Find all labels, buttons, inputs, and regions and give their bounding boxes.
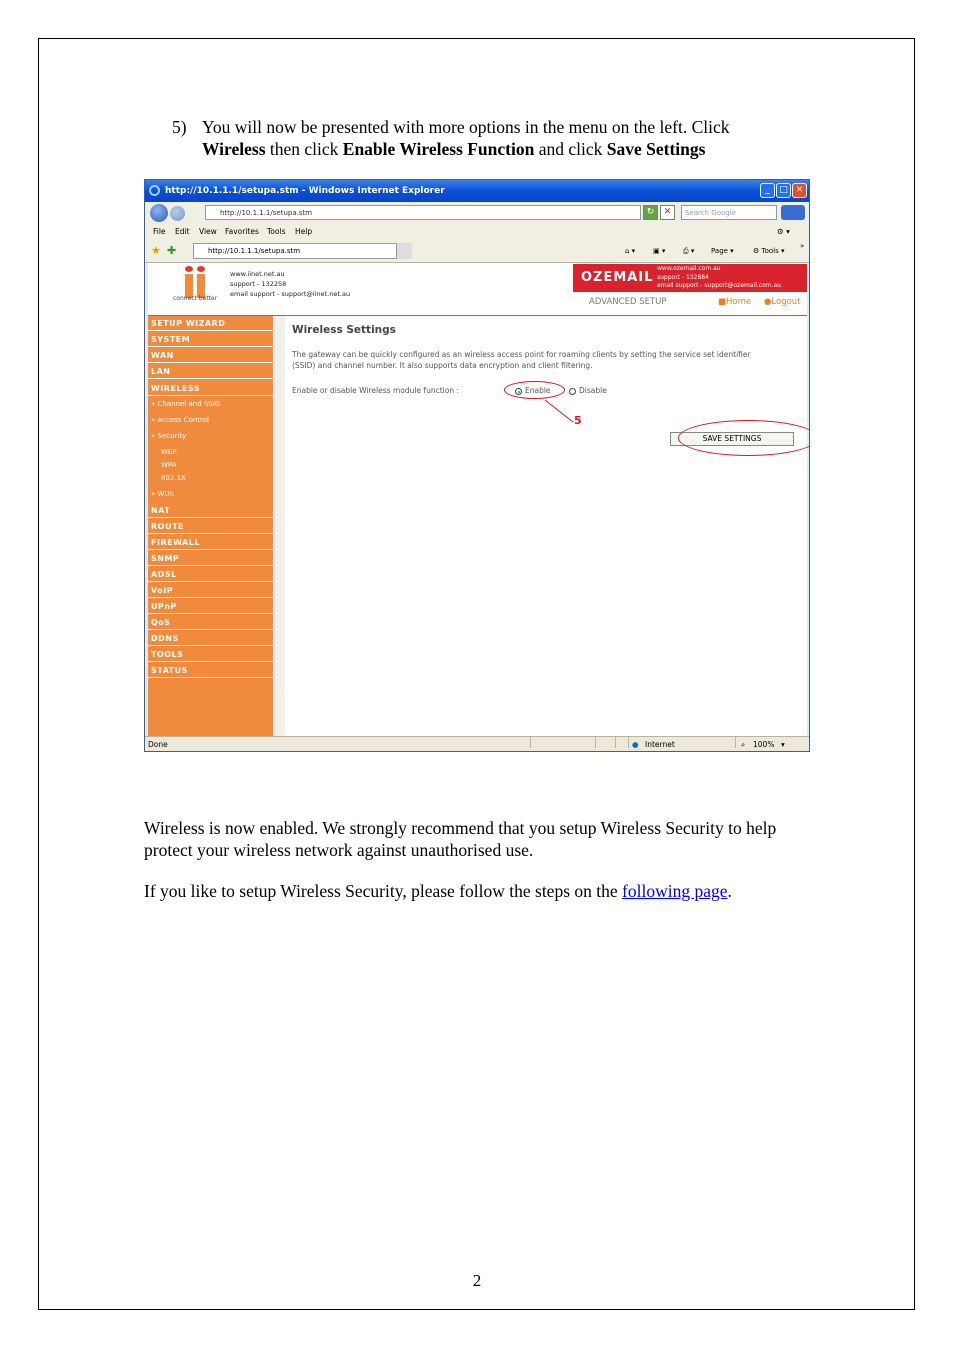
print-icon[interactable]: ⎙ ▾ <box>683 247 695 255</box>
sidebar-subsub-wep[interactable]: WEP <box>161 448 177 456</box>
page-menu[interactable]: Page ▾ <box>711 247 734 255</box>
ozemail-logo: OZEMAIL <box>581 270 654 285</box>
status-divider <box>735 737 736 748</box>
contact-line: support - 132258 <box>230 280 287 288</box>
paragraph-text: If you like to setup Wireless Security, please follow the steps on the <box>144 881 623 901</box>
refresh-icon[interactable]: ↻ <box>643 205 658 220</box>
page-description: The gateway can be quickly configured as an wireless access point for roaming clients by setting the service set identifier (SSID) and channel number. It also supports data encryption and client filtering. <box>292 350 751 370</box>
save-settings-button[interactable]: SAVE SETTINGS <box>670 432 794 446</box>
status-divider <box>615 737 616 748</box>
iinet-logo-icon <box>197 266 205 272</box>
step-text-part: then click <box>265 139 343 159</box>
stop-icon[interactable]: ✕ <box>660 205 675 220</box>
sidebar-item-nat[interactable]: NAT <box>148 503 273 518</box>
disable-radio[interactable] <box>569 388 576 395</box>
ie-icon <box>149 185 160 196</box>
sidebar-item-route[interactable]: ROUTE <box>148 519 273 534</box>
sidebar-item-upnp[interactable]: UPnP <box>148 599 273 614</box>
status-divider <box>595 737 596 748</box>
tab-bar <box>145 240 809 263</box>
brand-info-line: email support - support@ozemail.com.au <box>657 282 781 289</box>
wireless-settings-panel <box>285 316 807 736</box>
sidebar-subsub-8021x[interactable]: 802.1X <box>161 474 186 482</box>
browser-status-bar <box>145 736 809 752</box>
sidebar-item-ddns[interactable]: DDNS <box>148 631 273 646</box>
following-page-link[interactable]: following page <box>622 881 728 901</box>
sidebar-sub-wds[interactable]: » WDS <box>151 490 175 498</box>
sidebar-subsub-wpa[interactable]: WPA <box>161 461 177 469</box>
status-divider <box>530 737 531 748</box>
browser-titlebar <box>145 180 809 202</box>
zoom-dropdown-icon[interactable]: ▾ <box>781 740 785 749</box>
step-text-part: You will now be presented with more options in the menu on the left. Click <box>202 117 730 137</box>
logout-link[interactable]: ●Logout <box>764 297 801 307</box>
router-header <box>148 263 807 316</box>
sidebar-sub-security[interactable]: » Security <box>151 432 187 440</box>
page-title: Wireless Settings <box>292 324 396 336</box>
sidebar-item-wan[interactable]: WAN <box>148 348 273 363</box>
tools-menu-label: Tools <box>761 247 779 255</box>
page-menu-label: Page <box>711 247 728 255</box>
paragraph-security <box>144 880 844 902</box>
status-text: Done <box>148 740 168 749</box>
step-text-part: and click <box>534 139 607 159</box>
status-divider <box>628 737 629 748</box>
instruction-step <box>172 116 812 160</box>
menu-file[interactable]: File <box>153 227 166 236</box>
contact-line: www.iinet.net.au <box>230 270 285 278</box>
paragraph-text: . <box>727 881 732 901</box>
router-page <box>148 263 807 736</box>
back-icon[interactable] <box>150 204 168 222</box>
logout-link-label: Logout <box>771 297 801 307</box>
search-go-icon[interactable] <box>781 205 805 220</box>
contact-line: email support - support@iinet.net.au <box>230 290 351 298</box>
search-input[interactable]: Search Google <box>681 205 777 220</box>
address-input[interactable]: http://10.1.1.1/setupa.stm <box>205 205 641 220</box>
sidebar-item-status[interactable]: STATUS <box>148 663 273 678</box>
sidebar-item-wireless[interactable]: WIRELESS <box>148 381 273 396</box>
forward-icon[interactable] <box>170 206 185 221</box>
menu-view[interactable]: View <box>199 227 217 236</box>
home-link-label: Home <box>726 297 752 307</box>
sidebar-item-setup-wizard[interactable]: SETUP WIZARD <box>148 316 273 331</box>
sidebar-sub-access-control[interactable]: » Access Control <box>151 416 209 424</box>
sidebar-item-adsl[interactable]: ADSL <box>148 567 273 582</box>
sidebar-item-snmp[interactable]: SNMP <box>148 551 273 566</box>
home-link[interactable]: ■Home <box>718 297 752 307</box>
sidebar-scrollbar[interactable] <box>274 316 285 736</box>
sidebar-item-lan[interactable]: LAN <box>148 364 273 379</box>
close-icon[interactable]: ✕ <box>792 183 807 198</box>
sidebar-item-voip[interactable]: VoIP <box>148 583 273 598</box>
favorites-star-icon[interactable]: ★ <box>151 244 161 257</box>
ozemail-banner <box>573 264 807 292</box>
toolbar-options-icon[interactable]: ⚙ ▾ <box>777 227 790 236</box>
maximize-icon[interactable]: □ <box>776 183 791 198</box>
globe-icon: ● <box>632 740 639 749</box>
page-number: 2 <box>472 1271 482 1290</box>
address-bar-row <box>145 202 809 224</box>
zoom-icon[interactable]: ⌕ <box>741 740 746 749</box>
enable-radio-label: Enable <box>525 386 551 395</box>
step-bold-enable: Enable Wireless Function <box>342 139 535 159</box>
brand-info-line: support - 132884 <box>657 273 709 281</box>
zoom-level[interactable]: 100% <box>753 740 775 749</box>
status-zone: Internet <box>645 740 675 749</box>
home-icon[interactable]: ⌂ ▾ <box>625 247 636 255</box>
menu-favorites[interactable]: Favorites <box>225 227 259 236</box>
tools-menu[interactable]: ⚙ Tools ▾ <box>753 247 785 255</box>
minimize-icon[interactable]: _ <box>760 183 775 198</box>
add-favorite-icon[interactable]: ✚ <box>167 244 177 257</box>
browser-tab[interactable]: http://10.1.1.1/setupa.stm <box>193 243 411 259</box>
logo-caption: connect better <box>173 295 218 302</box>
ozemail-contact <box>657 265 781 291</box>
step-bold-wireless: Wireless <box>202 139 266 159</box>
callout-number: 5 <box>574 414 582 427</box>
menu-tools[interactable]: Tools <box>267 227 286 236</box>
sidebar-item-qos[interactable]: QoS <box>148 615 273 630</box>
save-highlight-ellipse <box>678 420 810 456</box>
wireless-enable-label: Enable or disable Wireless module function : <box>292 386 459 395</box>
menu-help[interactable]: Help <box>295 227 313 236</box>
enable-highlight-ellipse <box>504 381 565 399</box>
disable-radio-label: Disable <box>579 386 607 395</box>
window-title: http://10.1.1.1/setupa.stm - Windows Internet Explorer <box>165 186 445 196</box>
iinet-logo-icon <box>185 266 193 272</box>
sidebar-sub-channel-ssid[interactable]: » Channel and SSID <box>151 400 221 408</box>
brand-info-line: www.ozemail.com.au <box>657 265 721 272</box>
router-sidebar <box>148 316 273 736</box>
menu-bar <box>145 224 809 240</box>
sidebar-item-system[interactable]: SYSTEM <box>148 332 273 347</box>
paragraph-wireless-enabled: Wireless is now enabled. We strongly recommend that you setup Wireless Security to help protect your wireless network against unauthorised use. <box>144 818 777 860</box>
sidebar-item-tools[interactable]: TOOLS <box>148 647 273 662</box>
step-text <box>202 116 812 160</box>
menu-edit[interactable]: Edit <box>175 227 190 236</box>
section-label: ADVANCED SETUP <box>589 297 667 307</box>
step-number: 5) <box>172 117 187 137</box>
feeds-icon[interactable]: ▣ ▾ <box>653 247 666 255</box>
step-bold-save: Save Settings <box>606 139 706 159</box>
sidebar-item-firewall[interactable]: FIREWALL <box>148 535 273 550</box>
iinet-contact <box>230 269 350 299</box>
browser-screenshot <box>144 179 810 752</box>
new-tab-button[interactable] <box>396 243 412 259</box>
chevron-more-icon[interactable]: » <box>800 242 805 250</box>
